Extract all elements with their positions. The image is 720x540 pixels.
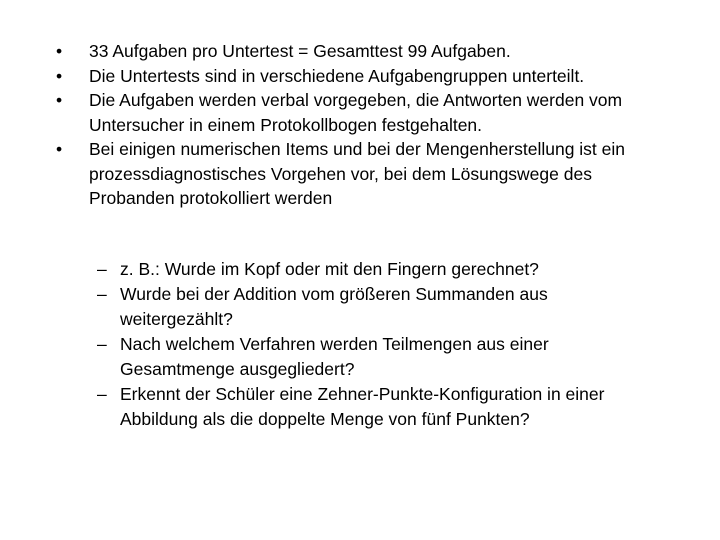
- bullet-marker: •: [56, 139, 63, 159]
- sub-bullet-text: Erkennt der Schüler eine Zehner-Punkte-Konfiguration in einer Abbildung als die doppelte Menge von fünf Punkten?: [120, 384, 605, 429]
- sub-bullet-list: [97, 257, 657, 432]
- sub-bullet-text: z. B.: Wurde im Kopf oder mit den Fingern gerechnet?: [120, 259, 539, 279]
- main-bullet-list: [56, 39, 676, 211]
- sub-bullet-item: [97, 282, 657, 332]
- bullet-item: [56, 88, 676, 137]
- dash-marker: –: [97, 259, 107, 279]
- bullet-text: 33 Aufgaben pro Untertest = Gesamttest 99 Aufgaben.: [89, 41, 511, 61]
- bullet-marker: •: [56, 41, 63, 61]
- bullet-item: [56, 39, 676, 64]
- bullet-item: [56, 137, 676, 211]
- bullet-marker: •: [56, 65, 63, 86]
- dash-marker: –: [97, 334, 107, 354]
- sub-bullet-text: Wurde bei der Addition vom größeren Summanden aus weitergezählt?: [120, 284, 548, 329]
- bullet-text: Die Untertests sind in verschiedene Aufgabengruppen unterteilt.: [89, 65, 585, 86]
- bullet-marker: •: [56, 90, 63, 110]
- dash-marker: –: [97, 384, 107, 404]
- bullet-text: Bei einigen numerischen Items und bei der Mengenherstellung ist ein prozessdiagnostisches Vorgehen vor, bei dem Lösungswege des Probanden protokolliert werden: [89, 139, 626, 208]
- dash-marker: –: [97, 284, 107, 304]
- bullet-item: [56, 64, 676, 89]
- sub-bullet-item: [97, 332, 657, 382]
- sub-bullet-text: Nach welchem Verfahren werden Teilmengen aus einer Gesamtmenge ausgegliedert?: [120, 334, 549, 379]
- sub-bullet-item: [97, 382, 657, 432]
- sub-bullet-item: [97, 257, 657, 282]
- bullet-text: Die Aufgaben werden verbal vorgegeben, die Antworten werden vom Untersucher in einem Protokollbogen festgehalten.: [89, 90, 623, 135]
